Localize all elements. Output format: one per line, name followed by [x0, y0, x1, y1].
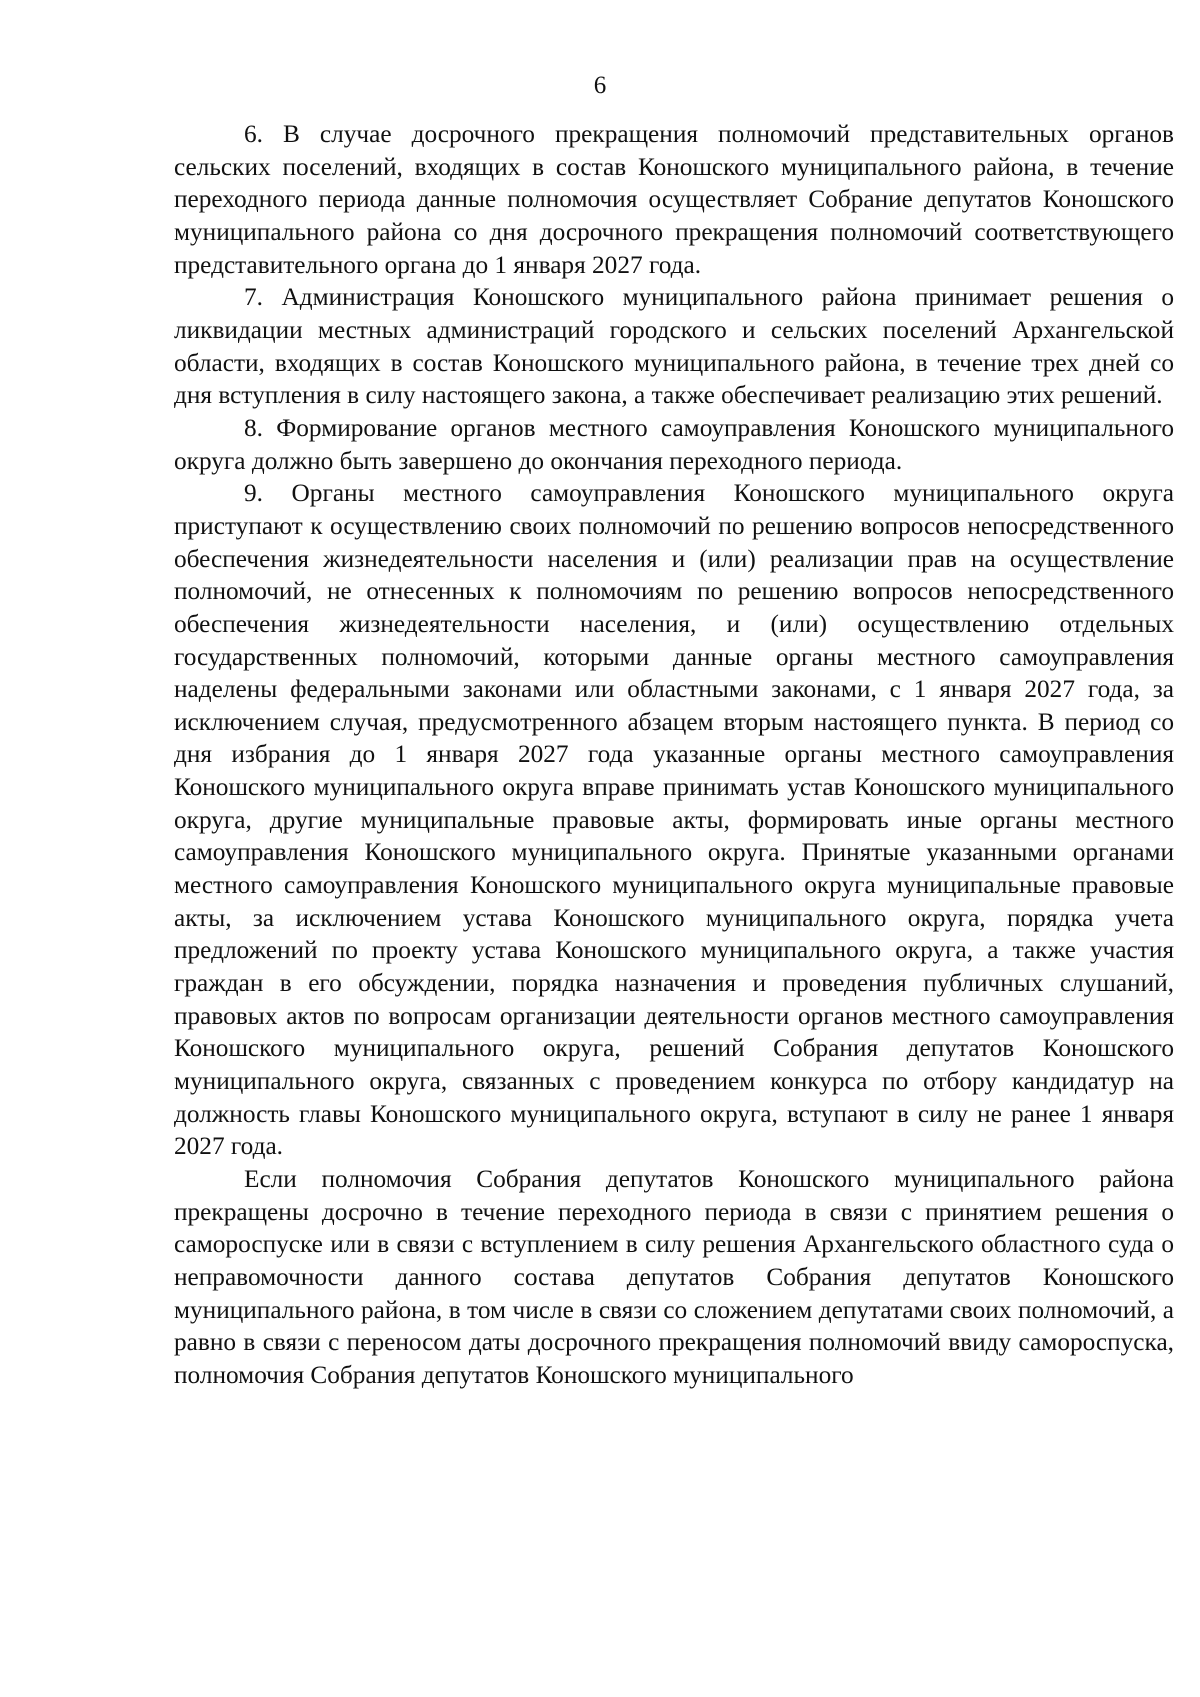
paragraph-6: 6. В случае досрочного прекращения полномочий представительных органов сельских поселений, входящих в состав Коношского муниципального района, в течение переходного периода данные полномочия осуществляет Собрание депутатов Коношского муниципального района со дня досрочного прекращения полномочий соответствующего представительного органа до 1 января 2027 года.: [174, 120, 1174, 279]
paragraph-9: 9. Органы местного самоуправления Коношского муниципального округа приступают к осуществлению своих полномочий по решению вопросов непосредственного обеспечения жизнедеятельности населения и (или) реализации прав на осуществление полномочий, не отнесенных к полномочиям по решению вопросов непосредственного обеспечения жизнедеятельности населения, и (или) осуществлению отдельных государственных полномочий, которыми данные органы местного самоуправления наделены федеральными законами или областными законами, с 1 января 2027 года, за исключением случая, предусмотренного абзацем вторым настоящего пункта. В период со дня избрания до 1 января 2027 года указанные органы местного самоуправления Коношского муниципального округа вправе принимать устав Коношского муниципального округа, другие муниципальные правовые акты, формировать иные органы местного самоуправления Коношского муниципального округа. Принятые указанными органами местного самоуправления Коношского муниципального округа муниципальные правовые акты, за исключением устава Коношского муниципального округа, порядка учета предложений по проекту устава Коношского муниципального округа, а также участия граждан в его обсуждении, порядка назначения и проведения публичных слушаний, правовых актов по вопросам организации деятельности органов местного самоуправления Коношского муниципального округа, решений Собрания депутатов Коношского муниципального округа, связанных с проведением конкурса по отбору кандидатур на должность главы Коношского муниципального округа, вступают в силу не ранее 1 января 2027 года.: [174, 479, 1174, 1161]
paragraph-9-second-subparagraph: Если полномочия Собрания депутатов Коношского муниципального района прекращены досрочно в течение переходного периода в связи с принятием решения о самороспуске или в связи с вступлением в силу решения Архангельского областного суда о неправомочности данного состава депутатов Собрания депутатов Коношского муниципального района, в том числе в связи со сложением депутатами своих полномочий, а равно в связи с переносом даты досрочного прекращения полномочий ввиду самороспуска, полномочия Собрания депутатов Коношского муниципального: [174, 1165, 1174, 1389]
document-body: [174, 118, 1174, 1392]
paragraph-8: 8. Формирование органов местного самоуправления Коношского муниципального округа должно быть завершено до окончания переходного периода.: [174, 413, 1174, 475]
paragraph-7: 7. Администрация Коношского муниципального района принимает решения о ликвидации местных администраций городского и сельских поселений Архангельской области, входящих в состав Коношского муниципального района, в течение трех дней со дня вступления в силу настоящего закона, а также обеспечивает реализацию этих решений.: [174, 283, 1174, 410]
page-number: 6: [593, 72, 607, 99]
